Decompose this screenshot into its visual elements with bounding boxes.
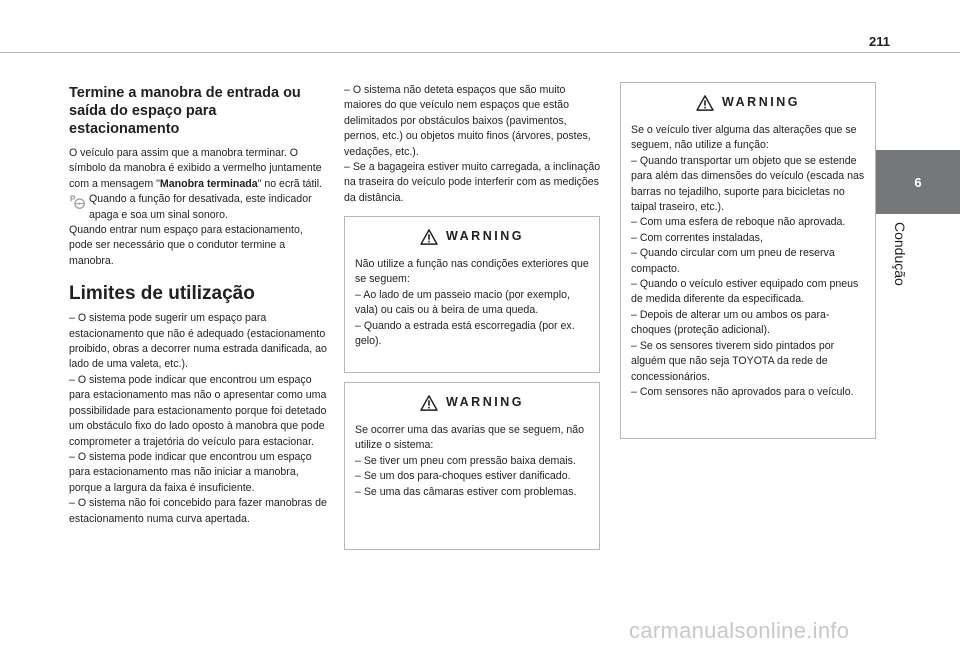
list-item: – O sistema pode indicar que encontrou um espaço para estacionamento mas não o apresentar como uma possibilidade para estacionamento porque foi detetado um obstáculo fixo do lado oposto à manobra que pode comprometer a trajetória do veículo para estacionar. bbox=[69, 373, 327, 448]
chapter-number: 6 bbox=[914, 174, 922, 190]
column-middle bbox=[344, 83, 602, 206]
warning-title: WARNING bbox=[446, 395, 524, 410]
warning-text: – Quando circular com um pneu de reserva compacto. bbox=[631, 247, 835, 275]
column-left bbox=[69, 84, 327, 527]
chapter-tab[interactable] bbox=[876, 150, 960, 214]
warning-triangle-icon bbox=[420, 395, 438, 411]
parking-assist-icon bbox=[69, 193, 86, 210]
warning-triangle-icon bbox=[420, 229, 438, 245]
warning-text: – Com correntes instaladas, bbox=[631, 231, 763, 244]
warning-text: – Com sensores não aprovados para o veículo. bbox=[631, 385, 854, 398]
warning-box bbox=[344, 382, 600, 550]
section-title: Limites de utilização bbox=[69, 283, 255, 305]
list-item: – O sistema não foi concebido para fazer manobras de estacionamento numa curva apertada. bbox=[69, 497, 327, 525]
warning-text: Se o veículo tiver alguma das alterações que se seguem, não utilize a função: bbox=[631, 124, 857, 152]
warning-text: – Quando transportar um objeto que se estende para além das dimensões do veículo (escada nas barras no tejadilho, suporte para bicicletas no taipal traseiro, etc.). bbox=[631, 154, 865, 214]
warning-text: – Depois de alterar um ou ambos os para-choques (proteção adicional). bbox=[631, 308, 830, 337]
warning-text: – Se tiver um pneu com pressão baixa demais. bbox=[355, 454, 576, 467]
list-item: – Se a bagageira estiver muito carregada, a inclinação na traseira do veículo pode interferir com as medições da distância. bbox=[344, 161, 601, 204]
warning-text: – Quando o veículo estiver equipado com pneus de medida diferente da especificada. bbox=[631, 278, 859, 306]
list-item: – O sistema não deteta espaços que são muito maiores do que veículo nem espaços que estão delimitados por obstáculos baixos (pavimentos, pernos, etc.) ou objetos muito finos (árvores, postes, vedações, etc.). bbox=[344, 84, 591, 158]
warning-title: WARNING bbox=[722, 95, 800, 110]
warning-text: – Com uma esfera de reboque não aprovada. bbox=[631, 216, 846, 229]
page-number: 211 bbox=[869, 34, 890, 49]
svg-text:P: P bbox=[69, 193, 76, 204]
list-item: – O sistema pode sugerir um espaço para estacionamento que não é adequado (estacionamento proibido, obras a decorrer numa estrada danificada, ao lado de uma valeta, etc.). bbox=[69, 312, 327, 371]
warning-text: – Quando a estrada está escorregadia (por ex. gelo). bbox=[355, 319, 575, 348]
chapter-title-vertical bbox=[880, 222, 920, 322]
warning-text: Não utilize a função nas condições exteriores que se seguem: bbox=[355, 258, 589, 286]
warning-text: Se ocorrer uma das avarias que se seguem, não utilize o sistema: bbox=[355, 424, 585, 452]
warning-title: WARNING bbox=[446, 229, 524, 244]
warning-box bbox=[344, 216, 600, 373]
header-divider bbox=[0, 52, 960, 53]
warning-text: – Ao lado de um passeio macio (por exemplo, vala) ou cais ou à beira de uma queda. bbox=[355, 288, 570, 317]
paragraph: O veículo para assim que a manobra terminar. O símbolo da manobra é exibido a vermelho juntamente com a mensagem "Manobra terminada" no ecrã tátil. bbox=[69, 147, 323, 190]
paragraph: Quando entrar num espaço para estacionamento, pode ser necessário que o condutor termine a manobra. bbox=[69, 224, 303, 267]
warning-header bbox=[355, 383, 589, 423]
watermark: carmanualsonline.info bbox=[629, 618, 850, 643]
warning-box bbox=[620, 82, 876, 439]
indicator-paragraph: P Quando a função for desativada, este indicador apaga e soa um sinal sonoro. bbox=[69, 193, 312, 221]
warning-header bbox=[355, 217, 589, 257]
warning-text: – Se um dos para-choques estiver danificado. bbox=[355, 470, 571, 483]
warning-header bbox=[631, 83, 865, 123]
warning-text: – Se uma das câmaras estiver com problemas. bbox=[355, 485, 577, 498]
chapter-title: Condução bbox=[892, 222, 908, 286]
list-item: – O sistema pode indicar que encontrou um espaço para estacionamento mas não iniciar a manobra, porque a largura da faixa é insuficiente. bbox=[69, 450, 312, 494]
warning-text: – Se os sensores tiverem sido pintados por alguém que não seja TOYOTA da rede de concessionários. bbox=[631, 339, 835, 383]
warning-triangle-icon bbox=[696, 95, 714, 111]
section-heading: Termine a manobra de entrada ou saída do espaço para estacionamento bbox=[69, 85, 301, 137]
